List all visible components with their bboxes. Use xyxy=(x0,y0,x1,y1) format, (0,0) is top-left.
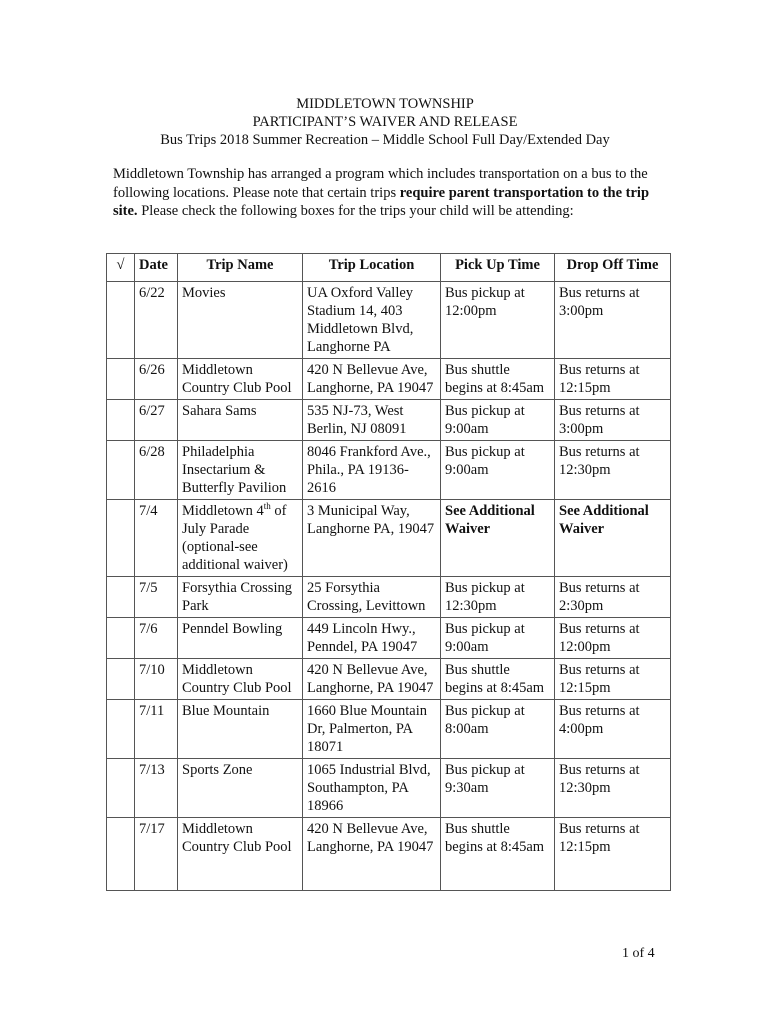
trip-date: 7/17 xyxy=(135,818,178,891)
trip-date: 6/22 xyxy=(135,282,178,359)
trip-date: 7/5 xyxy=(135,577,178,618)
header-pickup-time: Pick Up Time xyxy=(441,254,555,282)
trip-pickup: Bus pickup at 12:30pm xyxy=(441,577,555,618)
trip-pickup: See Additional Waiver xyxy=(441,500,555,577)
trip-checkbox[interactable] xyxy=(107,618,135,659)
table-row xyxy=(107,441,671,500)
trip-location: 3 Municipal Way, Langhorne PA, 19047 xyxy=(303,500,441,577)
table-row xyxy=(107,618,671,659)
trip-name-part: Middletown 4 xyxy=(182,503,264,519)
intro-text-2: Please check the following boxes for the trips your child will be attending: xyxy=(137,203,574,219)
trip-name: Sports Zone xyxy=(178,759,303,818)
trip-dropoff: Bus returns at 2:30pm xyxy=(555,577,671,618)
trip-location: 535 NJ-73, West Berlin, NJ 08091 xyxy=(303,400,441,441)
trip-date: 7/13 xyxy=(135,759,178,818)
trip-dropoff: Bus returns at 3:00pm xyxy=(555,282,671,359)
trip-name: Forsythia Crossing Park xyxy=(178,577,303,618)
table-row xyxy=(107,659,671,700)
trip-dropoff: Bus returns at 12:15pm xyxy=(555,359,671,400)
table-row xyxy=(107,500,671,577)
trip-location: 420 N Bellevue Ave, Langhorne, PA 19047 xyxy=(303,359,441,400)
trip-pickup: Bus pickup at 12:00pm xyxy=(441,282,555,359)
header-trip-location: Trip Location xyxy=(303,254,441,282)
trip-dropoff: Bus returns at 12:30pm xyxy=(555,759,671,818)
trip-dropoff: Bus returns at 12:30pm xyxy=(555,441,671,500)
table-row xyxy=(107,400,671,441)
township-title: MIDDLETOWN TOWNSHIP xyxy=(296,96,474,112)
trip-date: 7/6 xyxy=(135,618,178,659)
trip-name: Middletown Country Club Pool xyxy=(178,818,303,891)
trip-location: 1065 Industrial Blvd, Southampton, PA 18966 xyxy=(303,759,441,818)
trip-dropoff: Bus returns at 3:00pm xyxy=(555,400,671,441)
trip-checkbox[interactable] xyxy=(107,282,135,359)
trip-location: 1660 Blue Mountain Dr, Palmerton, PA 18071 xyxy=(303,700,441,759)
trip-checkbox[interactable] xyxy=(107,759,135,818)
trip-name: Blue Mountain xyxy=(178,700,303,759)
trip-location: UA Oxford Valley Stadium 14, 403 Middletown Blvd, Langhorne PA xyxy=(303,282,441,359)
trip-dropoff: Bus returns at 12:15pm xyxy=(555,818,671,891)
header-check: √ xyxy=(107,254,135,282)
trip-dropoff: See Additional Waiver xyxy=(555,500,671,577)
trip-location: 449 Lincoln Hwy., Penndel, PA 19047 xyxy=(303,618,441,659)
trip-pickup: Bus pickup at 9:00am xyxy=(441,441,555,500)
trip-checkbox[interactable] xyxy=(107,700,135,759)
table-row xyxy=(107,759,671,818)
trip-date: 6/26 xyxy=(135,359,178,400)
ordinal-suffix: th xyxy=(263,501,271,512)
trip-name: Middletown Country Club Pool xyxy=(178,659,303,700)
trip-pickup: Bus pickup at 9:00am xyxy=(441,400,555,441)
table-header-row xyxy=(107,254,671,282)
trip-checkbox[interactable] xyxy=(107,400,135,441)
table-row xyxy=(107,359,671,400)
header-date: Date xyxy=(135,254,178,282)
trip-name xyxy=(178,500,303,577)
intro-paragraph xyxy=(113,165,673,221)
trip-pickup: Bus shuttle begins at 8:45am xyxy=(441,818,555,891)
trip-checkbox[interactable] xyxy=(107,359,135,400)
trip-checkbox[interactable] xyxy=(107,441,135,500)
trip-pickup: Bus shuttle begins at 8:45am xyxy=(441,659,555,700)
page-number: 1 of 4 xyxy=(622,946,655,961)
trip-checkbox[interactable] xyxy=(107,577,135,618)
trip-location: 420 N Bellevue Ave, Langhorne, PA 19047 xyxy=(303,818,441,891)
trip-date: 6/28 xyxy=(135,441,178,500)
trip-checkbox[interactable] xyxy=(107,818,135,891)
trip-date: 7/10 xyxy=(135,659,178,700)
trip-name-part: of July Parade (optional-see additional waiver) xyxy=(182,503,288,573)
trip-pickup: Bus pickup at 8:00am xyxy=(441,700,555,759)
trip-name: Penndel Bowling xyxy=(178,618,303,659)
trip-dropoff: Bus returns at 4:00pm xyxy=(555,700,671,759)
trip-pickup: Bus pickup at 9:00am xyxy=(441,618,555,659)
trip-date: 7/11 xyxy=(135,700,178,759)
document-header xyxy=(0,95,770,149)
trip-name: Middletown Country Club Pool xyxy=(178,359,303,400)
table-row xyxy=(107,577,671,618)
trip-dropoff: Bus returns at 12:15pm xyxy=(555,659,671,700)
trip-location: 8046 Frankford Ave., Phila., PA 19136-2616 xyxy=(303,441,441,500)
intro-emphasis: require parent transportation to the trip site. xyxy=(113,184,650,219)
trip-name: Movies xyxy=(178,282,303,359)
trip-dropoff: Bus returns at 12:00pm xyxy=(555,618,671,659)
trip-pickup: Bus shuttle begins at 8:45am xyxy=(441,359,555,400)
trips-table xyxy=(106,253,671,891)
trip-location: 420 N Bellevue Ave, Langhorne, PA 19047 xyxy=(303,659,441,700)
trip-date: 7/4 xyxy=(135,500,178,577)
trip-name: Sahara Sams xyxy=(178,400,303,441)
trip-location: 25 Forsythia Crossing, Levittown xyxy=(303,577,441,618)
trip-checkbox[interactable] xyxy=(107,500,135,577)
trip-name: Philadelphia Insectarium & Butterfly Pavilion xyxy=(178,441,303,500)
trip-pickup: Bus pickup at 9:30am xyxy=(441,759,555,818)
table-row xyxy=(107,700,671,759)
program-subtitle: Bus Trips 2018 Summer Recreation – Middle School Full Day/Extended Day xyxy=(160,132,610,148)
header-trip-name: Trip Name xyxy=(178,254,303,282)
table-row xyxy=(107,282,671,359)
trip-date: 6/27 xyxy=(135,400,178,441)
waiver-title: PARTICIPANT’S WAIVER AND RELEASE xyxy=(252,114,518,130)
header-dropoff-time: Drop Off Time xyxy=(555,254,671,282)
intro-text-1: Middletown Township has arranged a program which includes transportation on a bus to the following locations. Please note that certain trips xyxy=(113,166,648,201)
trip-checkbox[interactable] xyxy=(107,659,135,700)
table-row xyxy=(107,818,671,891)
